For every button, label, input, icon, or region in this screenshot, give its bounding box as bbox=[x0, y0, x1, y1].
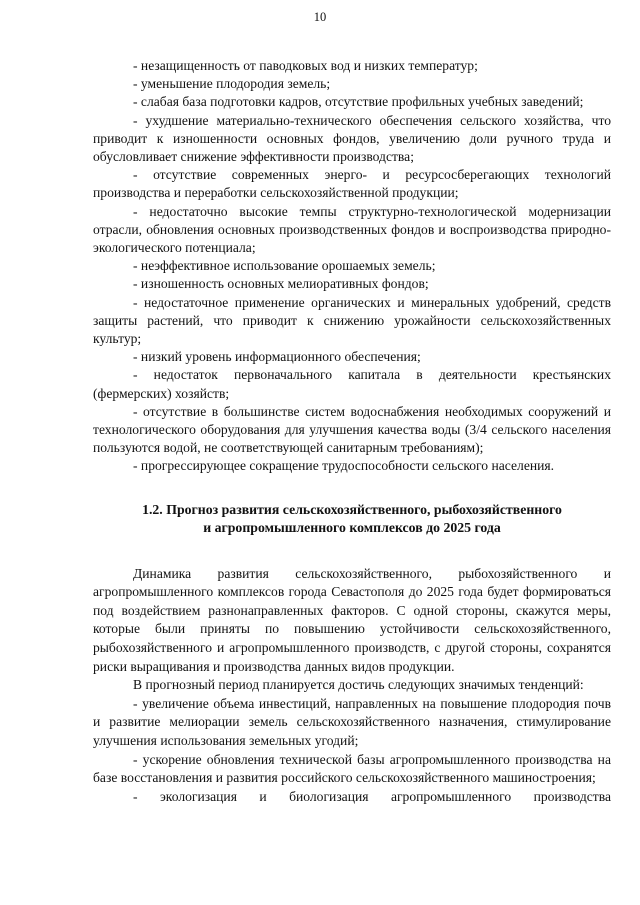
list-item: - неэффективное использование орошаемых земель; bbox=[133, 258, 436, 274]
list-item: - ускорение обновления технической базы агропромышленного производства на базе восстановления и развития российского сельскохозяйственного машиностроения; bbox=[93, 751, 611, 786]
list-item: - низкий уровень информационного обеспечения; bbox=[133, 349, 421, 365]
list-item: - недостаточное применение органических и минеральных удобрений, средств защиты растений, что приводит к снижению урожайности сельскохозяйственных культур; bbox=[93, 294, 611, 347]
list-item: - отсутствие в большинстве систем водоснабжения необходимых сооружений и технологического оборудования для улучшения качества воды (3/4 сельского населения пользуются водой, не соответствующей санитарным требованиям); bbox=[93, 403, 611, 456]
section-heading bbox=[93, 501, 611, 538]
paragraph: В прогнозный период планируется достичь следующих значимых тенденций: bbox=[133, 677, 584, 693]
forecast-section bbox=[93, 565, 611, 807]
list-item: - изношенность основных мелиоративных фондов; bbox=[133, 276, 429, 292]
list-item: - отсутствие современных энерго- и ресурсосберегающих технологий производства и переработки сельскохозяйственной продукции; bbox=[93, 167, 611, 201]
list-item: - экологизация и биологизация агропромышленного производства bbox=[133, 788, 611, 804]
list-item: - недостаточно высокие темпы структурно-технологической модернизации отрасли, обновления основных производственных фондов и воспроизводства природно-экологического потенциала; bbox=[93, 203, 611, 256]
section-heading-line2: и агропромышленного комплексов до 2025 года bbox=[203, 520, 501, 536]
list-item: - незащищенность от паводковых вод и низких температур; bbox=[133, 58, 478, 73]
list-item: - увеличение объема инвестиций, направленных на повышение плодородия почв и развитие мелиорации земель сельскохозяйственного назначения, стимулирование улучшения использования земельных угодий; bbox=[93, 695, 611, 749]
page-number: 10 bbox=[313, 10, 327, 24]
paragraph: Динамика развития сельскохозяйственного, рыбохозяйственного и агропромышленного комплексов города Севастополя до 2025 года будет формироваться под воздействием разнонаправленных факторов. С одной стороны, скажутся меры, которые были приняты по повышению устойчивости сельскохозяйственного, рыбохозяйственного и агропромышленного производств, с другой стороны, сохранятся риски выращивания и производства данных видов продукции. bbox=[93, 565, 611, 674]
list-item: - уменьшение плодородия земель; bbox=[133, 76, 331, 92]
section-heading-line1: 1.2. Прогноз развития сельскохозяйственного, рыбохозяйственного bbox=[142, 501, 562, 517]
list-item: - недостаток первоначального капитала в деятельности крестьянских (фермерских) хозяйств; bbox=[93, 367, 611, 401]
list-item: - ухудшение материально-технического обеспечения сельского хозяйства, что приводит к изношенности основных фондов, увеличению доли ручного труда и обусловливает снижение эффективности производства; bbox=[93, 112, 611, 165]
problems-list bbox=[93, 57, 611, 476]
page-content bbox=[93, 57, 611, 806]
list-item: - слабая база подготовки кадров, отсутствие профильных учебных заведений; bbox=[133, 94, 584, 110]
list-item: - прогрессирующее сокращение трудоспособности сельского населения. bbox=[133, 458, 555, 474]
